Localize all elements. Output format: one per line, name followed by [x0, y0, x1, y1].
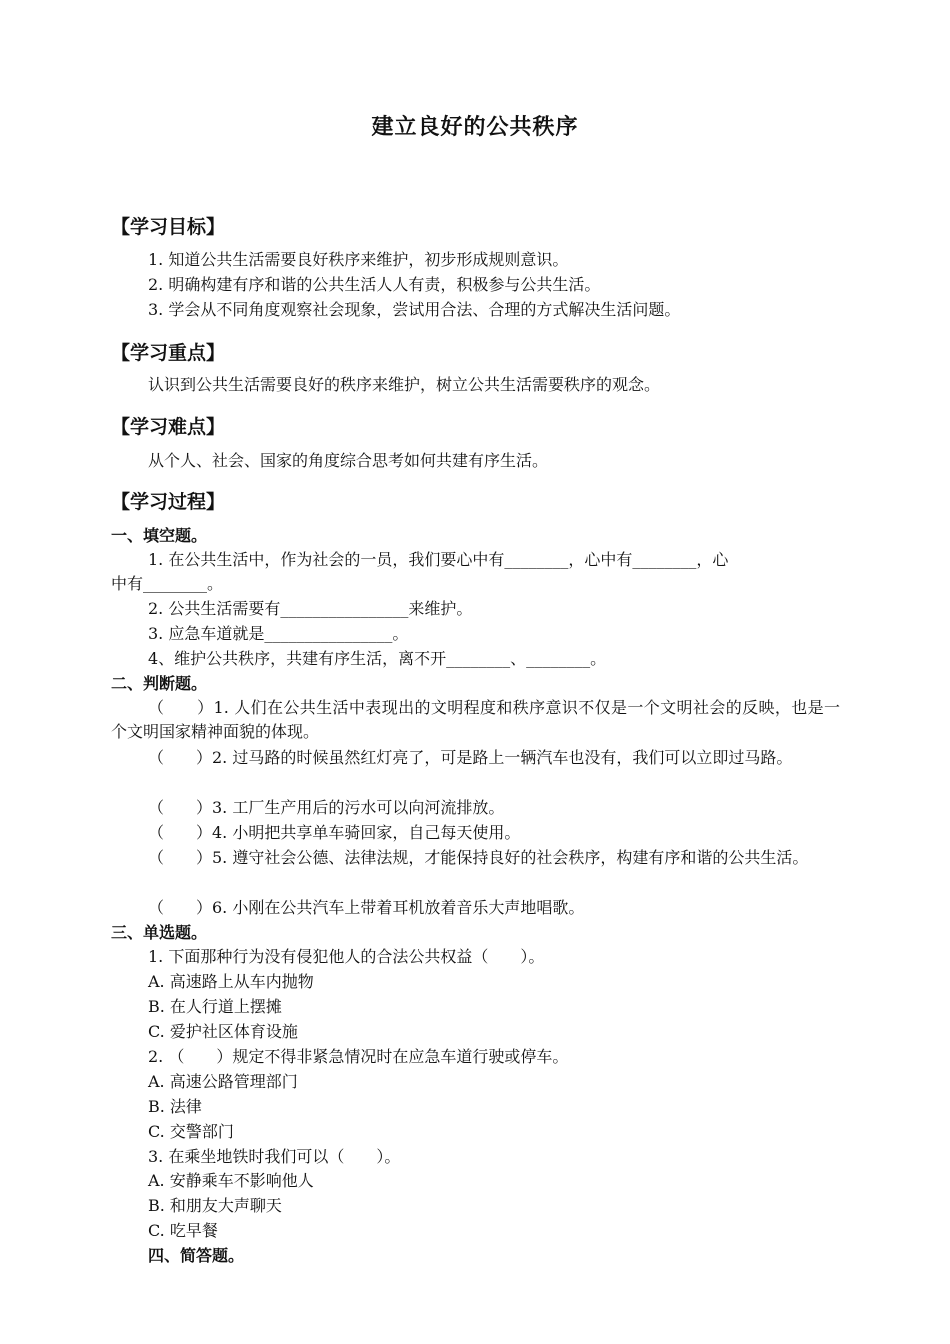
- choice-question-2: 2. （ ）规定不得非紧急情况时在应急车道行驶或停车。: [148, 1047, 569, 1066]
- choice-question-3: 3. 在乘坐地铁时我们可以（ ）。: [148, 1147, 401, 1166]
- judge-question-3: （ ）3. 工厂生产用后的污水可以向河流排放。: [148, 798, 505, 817]
- goal-item-1: 1. 知道公共生活需要良好秩序来维护，初步形成规则意识。: [148, 250, 569, 269]
- key-heading: 【学习重点】: [111, 342, 226, 364]
- goal-item-2: 2. 明确构建有序和谐的公共生活人人有责，积极参与公共生活。: [148, 275, 601, 294]
- choice-2-option-a: A. 高速公路管理部门: [148, 1072, 298, 1091]
- fill-heading: 一、填空题。: [111, 526, 208, 545]
- page-title: 建立良好的公共秩序: [371, 114, 579, 140]
- judge-question-2: （ ）2. 过马路的时候虽然红灯亮了，可是路上一辆汽车也没有，我们可以立即过马路。: [148, 748, 793, 767]
- fill-question-4: 4、维护公共秩序，共建有序生活，离不开________、________。: [148, 649, 607, 668]
- choice-1-option-c: C. 爱护社区体育设施: [148, 1022, 298, 1041]
- judge-heading: 二、判断题。: [111, 674, 208, 693]
- short-answer-heading: 四、简答题。: [148, 1246, 245, 1265]
- choice-1-option-a: A. 高速路上从车内抛物: [148, 972, 314, 991]
- choice-1-option-b: B. 在人行道上摆摊: [148, 997, 282, 1016]
- judge-question-1: （ ）1. 人们在公共生活中表现出的文明程度和秩序意识不仅是一个文明社会的反映，也是一个文明国家精神面貌的体现。: [111, 698, 840, 741]
- difficulty-text: 从个人、社会、国家的角度综合思考如何共建有序生活。: [148, 451, 549, 470]
- choice-question-1: 1. 下面那种行为没有侵犯他人的合法公共权益（ ）。: [148, 947, 545, 966]
- choice-2-option-c: C. 交警部门: [148, 1122, 234, 1141]
- goals-heading: 【学习目标】: [111, 216, 226, 238]
- choice-3-option-b: B. 和朋友大声聊天: [148, 1196, 282, 1215]
- judge-question-4: （ ）4. 小明把共享单车骑回家，自己每天使用。: [148, 823, 521, 842]
- choice-3-option-a: A. 安静乘车不影响他人: [148, 1171, 314, 1190]
- choice-3-option-c: C. 吃早餐: [148, 1221, 218, 1240]
- fill-question-1a: 1. 在公共生活中，作为社会的一员，我们要心中有________，心中有________，心: [148, 550, 729, 569]
- fill-question-1b: 中有________。: [111, 574, 224, 593]
- process-heading: 【学习过程】: [111, 491, 226, 513]
- key-text: 认识到公共生活需要良好的秩序来维护，树立公共生活需要秩序的观念。: [148, 375, 661, 394]
- goal-item-3: 3. 学会从不同角度观察社会现象，尝试用合法、合理的方式解决生活问题。: [148, 300, 681, 319]
- difficulty-heading: 【学习难点】: [111, 416, 226, 438]
- choice-heading: 三、单选题。: [111, 923, 208, 942]
- judge-question-5: （ ）5. 遵守社会公德、法律法规，才能保持良好的社会秩序，构建有序和谐的公共生活。: [148, 848, 809, 867]
- choice-2-option-b: B. 法律: [148, 1097, 202, 1116]
- fill-question-2: 2. 公共生活需要有________________来维护。: [148, 599, 473, 618]
- judge-question-6: （ ）6. 小刚在公共汽车上带着耳机放着音乐大声地唱歌。: [148, 898, 585, 917]
- fill-question-3: 3. 应急车道就是________________。: [148, 624, 409, 643]
